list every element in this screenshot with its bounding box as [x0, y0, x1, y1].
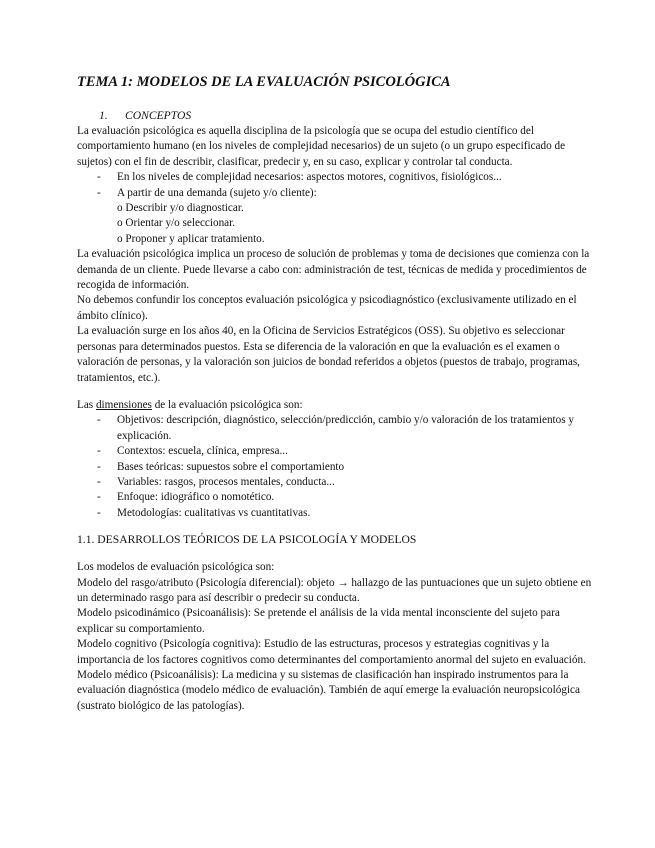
document-title: TEMA 1: MODELOS DE LA EVALUACIÓN PSICOLÓGICA	[77, 74, 451, 90]
paragraph-psychodynamic-model: Modelo psicodinámico (Psicoanálisis): Se pretende el análisis de la vida mental inconsciente del sujeto para explicar su comportamiento.	[77, 607, 560, 635]
list-item	[77, 475, 597, 490]
list-item-text: Enfoque: idiográfico o nomotético.	[117, 491, 275, 504]
list-item	[77, 170, 597, 185]
dash-marker: -	[97, 460, 101, 473]
list-item	[77, 460, 597, 475]
list-item-text: Contextos: escuela, clínica, empresa...	[117, 445, 288, 458]
list-item-text: Variables: rasgos, procesos mentales, conducta...	[117, 475, 335, 488]
underlined-term: dimensiones	[95, 398, 152, 411]
paragraph-dimensions-intro	[77, 398, 597, 413]
paragraph-medical-model: Modelo médico (Psicoanálisis): La medicina y su sistemas de clasificación han inspirado instrumentos para la evaluación diagnóstica (modelo médico de evaluación). También de aquí emerge la evaluación neuropsicológica (sustrato biológico de las patologías).	[77, 669, 580, 712]
paragraph-trait-model: Modelo del rasgo/atributo (Psicología diferencial): objeto → hallazgo de las puntuaciones que un sujeto obtiene en un determinado rasgo para así describir o predecir su conducta.	[77, 576, 592, 604]
list-item-text: Bases teóricas: supuestos sobre el comportamiento	[117, 460, 345, 473]
dash-marker: -	[97, 475, 101, 488]
list-item	[77, 186, 597, 201]
list-item	[77, 506, 597, 521]
list-item-text: Objetivos: descripción, diagnóstico, selección/predicción, cambio y/o valoración de los tratamientos y explicación.	[117, 414, 575, 442]
sub-item: o Describir y/o diagnosticar.	[117, 202, 244, 215]
text-fragment: Las	[77, 398, 96, 411]
paragraph-definition: La evaluación psicológica es aquella disciplina de la psicología que se ocupa del estudio científico del comportamiento humano (en los niveles de complejidad necesarios) de un sujeto (o un grupo especificado de sujetos) con el fin de describir, clasificar, predecir y, en su caso, explicar y controlar tal conducta.	[77, 125, 566, 168]
section-heading-conceptos	[99, 109, 597, 122]
dash-marker: -	[97, 186, 101, 199]
list-item	[77, 413, 597, 444]
section-number: 1.	[99, 109, 108, 122]
spacer	[77, 386, 597, 398]
section-label: CONCEPTOS	[125, 109, 192, 122]
list-item-text: En los niveles de complejidad necesarios: aspectos motores, cognitivos, fisiológicos...	[117, 171, 502, 184]
dash-marker: -	[97, 171, 101, 184]
list-item	[77, 444, 597, 459]
paragraph-history: La evaluación surge en los años 40, en la Oficina de Servicios Estratégicos (OSS). Su objetivo es seleccionar personas para determinados puestos. Esta se diferencia de la valoración en que la evaluación es el examen o valoración de personas, y la valoración son juicios de bondad referidos a objetos (puestos de trabajo, programas, tratamientos, etc.).	[77, 325, 580, 384]
text-fragment: de la evaluación psicológica son:	[151, 398, 303, 411]
dash-marker: -	[97, 414, 101, 427]
dash-marker: -	[97, 445, 101, 458]
bullet-list-levels	[77, 170, 597, 201]
sub-item: o Orientar y/o seleccionar.	[117, 217, 236, 230]
list-item-text: Metodologías: cualitativas vs cuantitativas.	[117, 506, 311, 519]
subsection-heading: 1.1. DESARROLLOS TEÓRICOS DE LA PSICOLOGÍA Y MODELOS	[77, 533, 417, 547]
dash-marker: -	[97, 491, 101, 504]
sub-item: o Proponer y aplicar tratamiento.	[117, 232, 265, 245]
bullet-list-dimensions	[77, 413, 597, 521]
paragraph-models-intro: Los modelos de evaluación psicológica son:	[77, 561, 275, 574]
spacer	[77, 521, 597, 533]
list-item	[77, 490, 597, 505]
paragraph-cognitive-model: Modelo cognitivo (Psicología cognitiva): Estudio de las estructuras, procesos y estrategias cognitivas y la importancia de los factores cognitivos como determinantes del comportamiento anormal del sujeto en evaluación.	[77, 638, 586, 666]
paragraph-process: La evaluación psicológica implica un proceso de solución de problemas y toma de decisiones que comienza con la demanda de un cliente. Puede llevarse a cabo con: administración de test, técnicas de medida y procedimientos de recogida de información.	[77, 248, 590, 292]
paragraph-psychodiagnosis: No debemos confundir los conceptos evaluación psicológica y psicodiagnóstico (exclusivamente utilizado en el ámbito clínico).	[77, 294, 577, 322]
list-item-text: A partir de una demanda (sujeto y/o cliente):	[117, 186, 317, 199]
dash-marker: -	[97, 506, 101, 519]
